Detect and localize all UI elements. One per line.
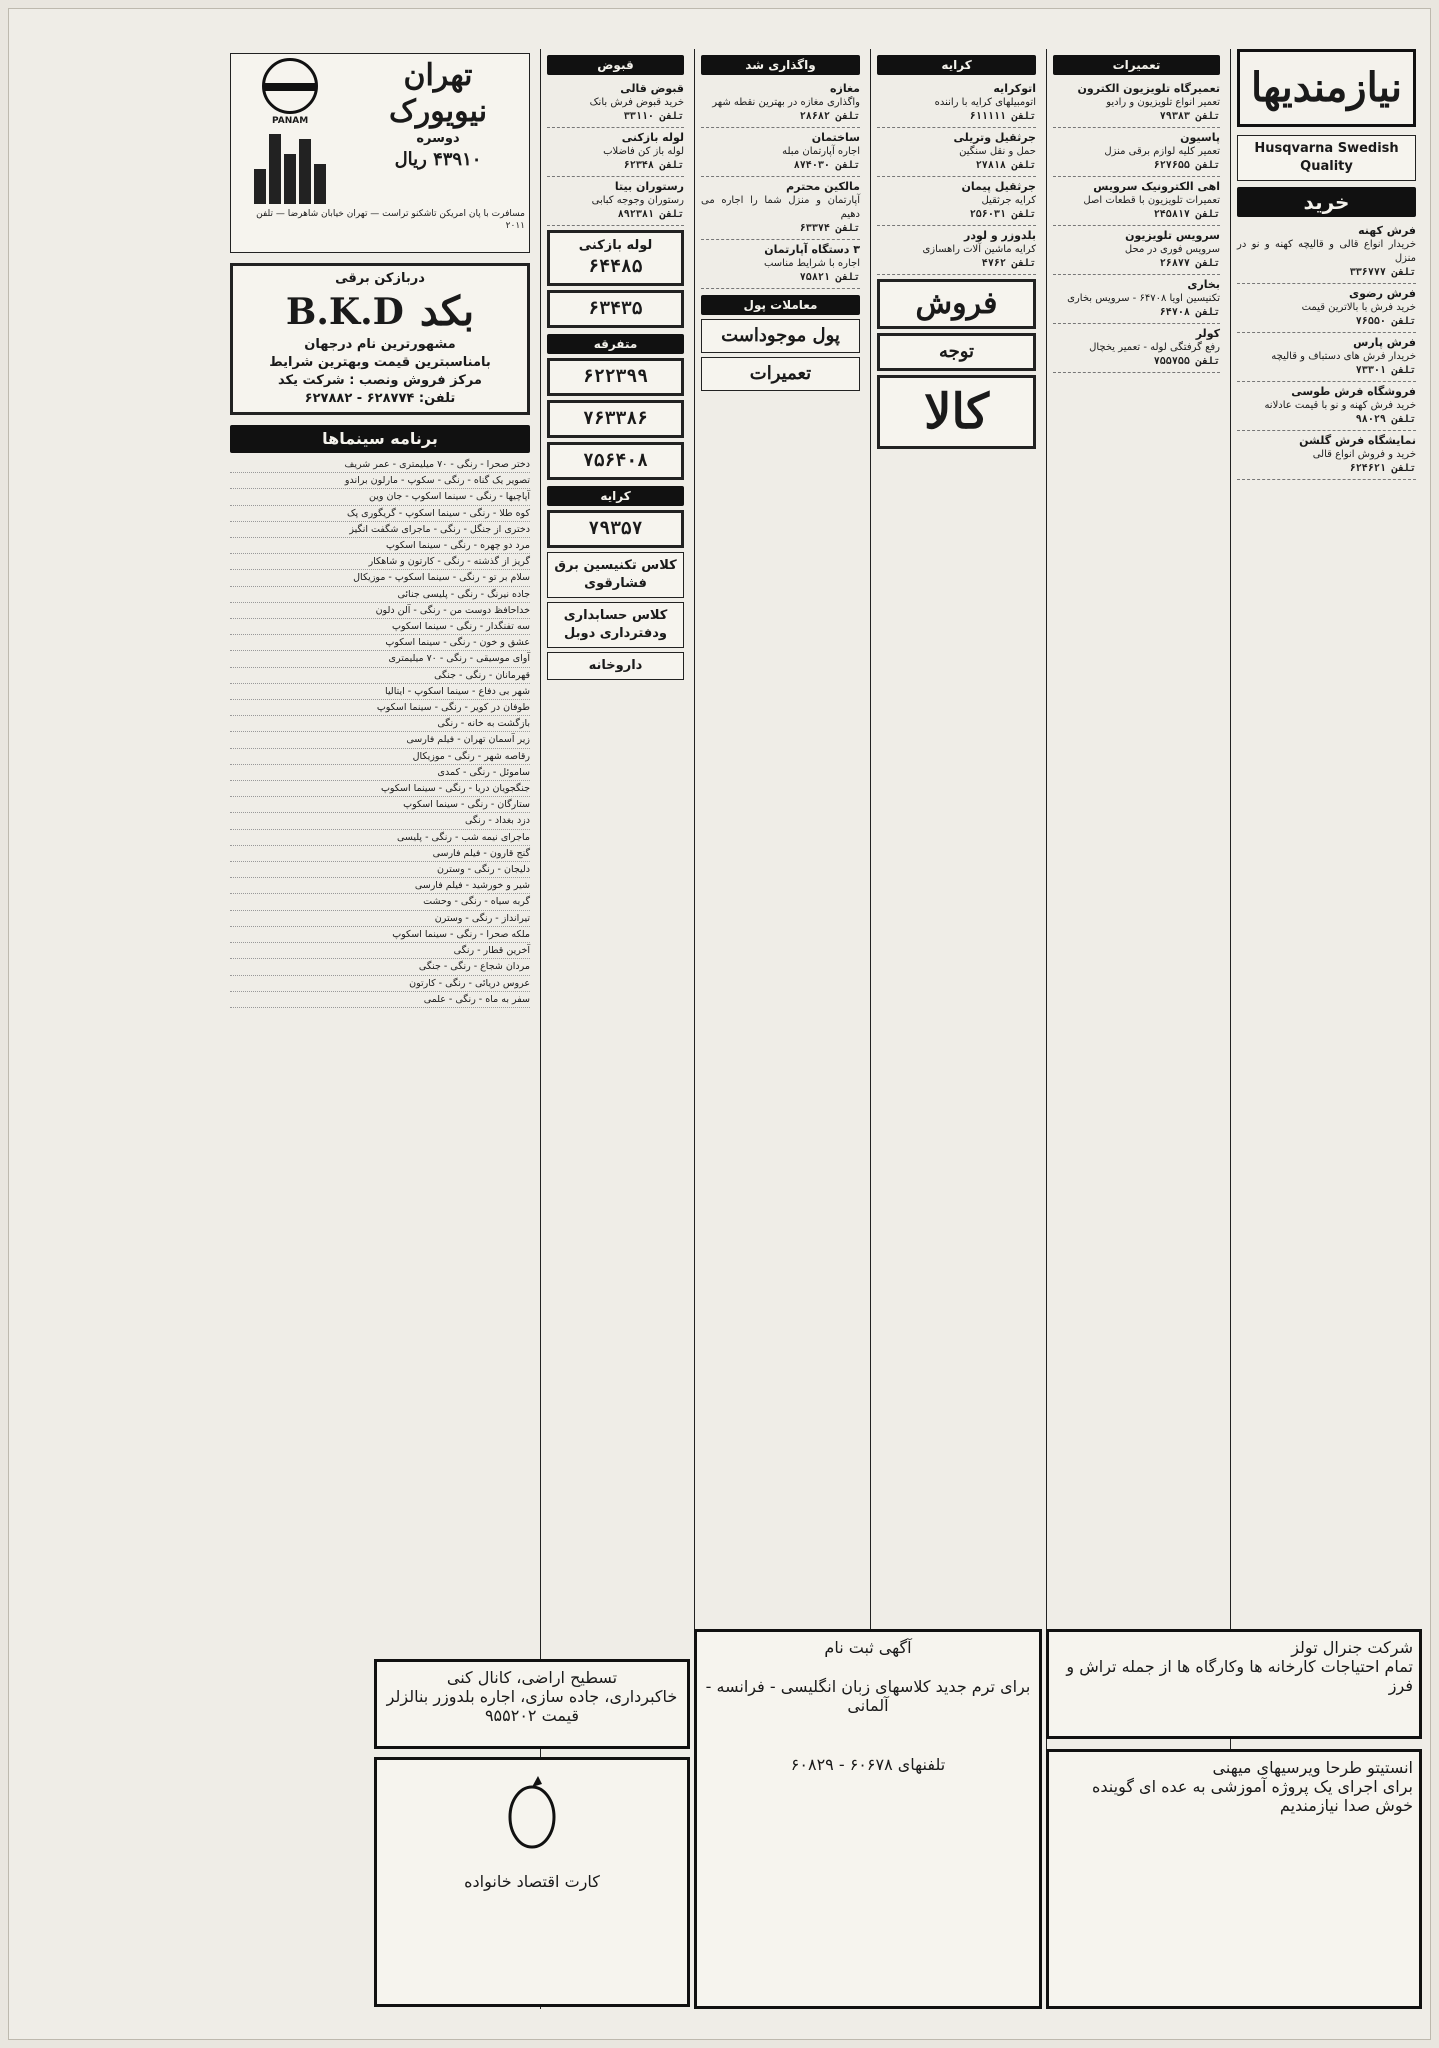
qubus-item — [547, 177, 684, 226]
kharid-item — [1237, 221, 1416, 284]
kharid-item-title: فروشگاه فرش طوسی — [1291, 385, 1416, 398]
kharid-item-title: فرش کهنه — [1358, 224, 1416, 237]
husqvarna-brand: Husqvarna Swedish Quality — [1254, 141, 1399, 174]
panam-brand: PANAM — [271, 116, 309, 126]
vagozari-item — [701, 79, 860, 128]
bottom-ad-5 — [1046, 1749, 1422, 2009]
cinema-row: رقاصه شهر - رنگی - موزیکال — [230, 749, 530, 765]
cinema-row: جاده نیرنگ - رنگی - پلیسی جنائی — [230, 587, 530, 603]
kharid-item — [1237, 284, 1416, 333]
tamirat-item — [1053, 128, 1220, 177]
karaye-item — [877, 79, 1036, 128]
karaye-item-phone: تلفن ۶۱۱۱۱۱ — [969, 111, 1036, 122]
cinema-row: سفر به ماه - رنگی - علمی — [230, 992, 530, 1008]
qubus-item — [547, 128, 684, 177]
karaye-item-text: اتومبیلهای کرایه با راننده — [934, 97, 1036, 108]
bottom-ad-1-line: خاکبرداری، جاده سازی، اجاره بلدوزر بنالزلر قیمت ۹۵۵۲۰۲ — [386, 1687, 678, 1725]
cinema-row: ملکه صحرا - رنگی - سینما اسکوپ — [230, 927, 530, 943]
kharid-item-phone: تلفن ۷۶۵۵۰ — [1355, 316, 1416, 327]
kelas-title: کلاس تکنیسین برق فشارقوی — [554, 558, 677, 591]
kharid-item-phone: تلفن ۳۳۶۷۷۷ — [1349, 267, 1416, 278]
karaye-item-text: کرایه ماشین آلات راهسازی — [922, 244, 1036, 255]
tamirat-item-text: تعمیر کلیه لوازم برقی منزل — [1104, 146, 1220, 157]
kharid-item-text: خرید فرش کهنه و نو با قیمت عادلانه — [1264, 400, 1416, 411]
karaye-list — [877, 79, 1036, 275]
bkd-phone: تلفن: ۶۲۸۷۷۴ - ۶۲۷۸۸۲ — [304, 391, 456, 406]
tamirat-item-phone: تلفن ۷۵۵۷۵۵ — [1153, 356, 1220, 367]
section-vagozari: واگذاری شد — [701, 55, 860, 75]
travel-details: مسافرت با پان امریکن تاشکنو تراست — تهران خیابان شاهرضا — تلفن ۲۰۱۱ — [256, 209, 525, 231]
bkd-line2: مشهورترین نام درجهان — [304, 337, 456, 352]
tamirat-list — [1053, 79, 1220, 373]
kala-ad — [877, 375, 1036, 449]
tamirat-item-phone: تلفن ۶۴۷۰۸ — [1159, 307, 1220, 318]
travel-line: دوسره — [416, 131, 460, 146]
bottom-ad-4 — [1046, 1629, 1422, 1739]
tamirat-item — [1053, 79, 1220, 128]
karaye-item-title: جرثقیل پیمان — [961, 180, 1036, 193]
cinema-row: جنگجویان دریا - رنگی - سینما اسکوپ — [230, 781, 530, 797]
cinema-row: دلیجان - رنگی - وسترن — [230, 862, 530, 878]
section-kharid: خرید — [1237, 187, 1416, 217]
kelas-ad — [547, 552, 684, 598]
cinema-row: دزد بغداد - رنگی — [230, 813, 530, 829]
cinema-row: شیر و خورشید - فیلم فارسی — [230, 878, 530, 894]
vagozari-item-text: اجاره با شرایط مناسب — [763, 258, 860, 269]
forush-ad — [877, 279, 1036, 329]
qubus-item-title: لوله بازکنی — [621, 131, 684, 144]
kharid-item-text: خرید فرش با بالاترین قیمت — [1301, 302, 1416, 313]
bkd-ad — [230, 263, 530, 415]
vagozari-item-phone: تلفن ۶۳۳۷۴ — [799, 223, 860, 234]
kharid-item-text: خریدار فرش های دستباف و قالیچه — [1271, 351, 1416, 362]
bottom-ad-2-title: کارت اقتصاد خانواده — [464, 1872, 600, 1891]
karaye-item-title: اتوکرایه — [993, 82, 1036, 95]
vagozari-item-title: ساختمان — [811, 131, 860, 144]
tamirat-item — [1053, 226, 1220, 275]
vagozari-list — [701, 79, 860, 289]
cinema-row: تیرانداز - رنگی - وسترن — [230, 911, 530, 927]
travel-city1: تهران — [403, 58, 473, 93]
tamirat-item-phone: تلفن ۷۹۳۸۳ — [1159, 111, 1220, 122]
bottom-ad-1-title: تسطیح اراضی، کانال کنی — [446, 1668, 618, 1687]
vagozari-item-phone: تلفن ۲۸۶۸۲ — [799, 111, 860, 122]
tavajoh-ad — [877, 333, 1036, 371]
panam-globe-icon — [262, 58, 318, 114]
cinema-row: آخرین قطار - رنگی — [230, 943, 530, 959]
cinema-row: گریز از گذشته - رنگی - کارتون و شاهکار — [230, 554, 530, 570]
qubus-item-text: رستوران وجوجه کبابی — [591, 195, 684, 206]
cinema-row: زیر آسمان تهران - فیلم فارسی — [230, 732, 530, 748]
karaye-item — [877, 226, 1036, 275]
karaye-item-phone: تلفن ۲۷۸۱۸ — [975, 160, 1036, 171]
bottom-ad-5-title: انستیتو طرحا ویرسیهای میهنی — [1212, 1758, 1413, 1777]
lule-phone-2: ۶۳۴۳۵ — [588, 298, 643, 319]
karaye-item — [877, 128, 1036, 177]
tamirat2-title: تعمیرات — [749, 363, 812, 384]
cinema-row: شهر بی دفاع - سینما اسکوپ - ایتالیا — [230, 684, 530, 700]
tamirat-item-text: تعمیرات تلویزیون با قطعات اصل — [1083, 195, 1220, 206]
cinema-row: دختر صحرا - رنگی - ۷۰ میلیمتری - عمر شریف — [230, 457, 530, 473]
vagozari-item-title: ۳ دستگاه آپارتمان — [764, 243, 860, 256]
cinema-row: بازگشت به خانه - رنگی — [230, 716, 530, 732]
tavajoh-title: توجه — [938, 341, 975, 362]
daroo-title: داروخانه — [588, 658, 643, 673]
karaye-item-phone: تلفن ۴۷۶۲ — [981, 258, 1036, 269]
section-motafarreqe: متفرقه — [547, 334, 684, 354]
tamirat-item-title: پاسیون — [1180, 131, 1220, 144]
vagozari-item — [701, 177, 860, 240]
cinema-list — [230, 457, 530, 1008]
loan-text: پول موجوداست — [721, 325, 840, 346]
cinema-row: ساموئل - رنگی - کمدی — [230, 765, 530, 781]
tamirat-item-text: تکنیسین اویا ۶۴۷۰۸ - سرویس بخاری — [1067, 293, 1220, 304]
cinema-row: دختری از جنگل - رنگی - ماجرای شگفت انگیز — [230, 522, 530, 538]
cinema-row: ماجرای نیمه شب - رنگی - پلیسی — [230, 830, 530, 846]
tamirat-item-title: اهی الکترونیک سرویس — [1093, 180, 1220, 193]
section-loan: معاملات پول — [701, 295, 860, 315]
tamirat-item-title: کولر — [1195, 327, 1220, 340]
qubus-item — [547, 79, 684, 128]
qubus-item-phone: تلفن ۳۳۱۱۰ — [623, 111, 684, 122]
karaye-item-title: جرثقیل وتریلی — [953, 131, 1036, 144]
kharid-list — [1237, 221, 1416, 480]
lule-ad-6 — [547, 510, 684, 548]
skyline-icon — [235, 134, 345, 204]
cinema-row: خداحافظ دوست من - رنگی - آلن دلون — [230, 603, 530, 619]
kharid-item-phone: تلفن ۹۸۰۲۹ — [1355, 414, 1416, 425]
bkd-line4: مرکز فروش ونصب : شرکت یکد — [278, 373, 482, 388]
tamirat-item-text: تعمیر انواع تلویزیون و رادیو — [1106, 97, 1220, 108]
cinema-row: سه تفنگدار - رنگی - سینما اسکوپ — [230, 619, 530, 635]
bottom-ad-2 — [374, 1757, 690, 2007]
section-karaye: کرایه — [877, 55, 1036, 75]
cinema-row: مردان شجاع - رنگی - جنگی — [230, 959, 530, 975]
cinema-row: عشق و خون - رنگی - سینما اسکوپ — [230, 635, 530, 651]
vagozari-item-title: مغازه — [830, 82, 860, 95]
bottom-ad-4-title: شرکت جنرال تولز — [1291, 1638, 1413, 1657]
cinema-row: تصویر یک گناه - رنگی - سکوپ - مارلون براندو — [230, 473, 530, 489]
vagozari-item-phone: تلفن ۸۷۴۰۳۰ — [793, 160, 860, 171]
husqvarna-ad — [1237, 135, 1416, 181]
tamirat-item-title: سرویس تلویزیون — [1125, 229, 1220, 242]
kharid-item-title: فرش رضوی — [1349, 287, 1416, 300]
section-tamirat: تعمیرات — [1053, 55, 1220, 75]
tamirat2-ad — [701, 357, 860, 391]
kharid-item-text: خریدار انواع قالی و قالیچه کهنه و نو در منزل — [1237, 239, 1416, 264]
travel-ad — [230, 53, 530, 253]
bkd-brand-fa: بکد — [419, 288, 475, 335]
karaye-item-title: بلدوزر و لودر — [964, 229, 1036, 242]
vagozari-item — [701, 240, 860, 289]
karaye-item-text: حمل و نقل سنگین — [959, 146, 1036, 157]
masthead-title: نیازمندیها — [1237, 49, 1416, 127]
tamirat-item-title: تعمیرگاه تلویزیون الکترون — [1077, 82, 1220, 95]
lule-ad-2 — [547, 290, 684, 328]
travel-city2: نیویورک — [388, 94, 488, 129]
tamirat-item-phone: تلفن ۲۴۵۸۱۷ — [1153, 209, 1220, 220]
cinema-row: قهرمانان - رنگی - جنگی — [230, 668, 530, 684]
bottom-ad-3-phone: تلفنهای ۶۰۶۷۸ - ۶۰۸۲۹ — [790, 1755, 946, 1774]
tamirat-item-phone: تلفن ۲۶۸۷۷ — [1159, 258, 1220, 269]
bottom-ad-3 — [694, 1629, 1042, 2009]
travel-price: ۴۳۹۱۰ ریال — [394, 149, 482, 170]
qubus-item-title: رستوران بیتا — [614, 180, 684, 193]
lule-ad-1: لوله بازکنی ۶۴۴۸۵ — [547, 230, 684, 286]
bkd-brand-en: B.K.D — [285, 291, 404, 333]
cinema-row: عروس دریائی - رنگی - کارتون — [230, 976, 530, 992]
tamirat-item-title: بخاری — [1187, 278, 1220, 291]
forush-title: فروش — [915, 286, 998, 321]
qubus-item-text: لوله باز کن فاضلاب — [603, 146, 684, 157]
kharid-item-title: فرش پارس — [1353, 336, 1416, 349]
qubus-item-text: خرید قبوض فرش بانک — [589, 97, 684, 108]
qubus-list — [547, 79, 684, 226]
cinema-row: گربه سیاه - رنگی - وحشت — [230, 894, 530, 910]
kharid-item — [1237, 333, 1416, 382]
kharid-item-title: نمایشگاه فرش گلشن — [1299, 434, 1416, 447]
tamirat-item-text: سرویس فوری در محل — [1124, 244, 1220, 255]
vagozari-item-text: آپارتمان و منزل شما را اجاره می دهیم — [701, 195, 860, 220]
bottom-ad-5-line: برای اجرای یک پروژه آموزشی به عده ای گوینده خوش صدا نیازمندیم — [1092, 1777, 1413, 1815]
tamirat-item — [1053, 324, 1220, 373]
tamirat-item-text: رفع گرفتگی لوله - تعمیر یخچال — [1089, 342, 1220, 353]
karaye-item-text: کرایه جرثقیل — [981, 195, 1036, 206]
vagozari-item-title: مالکین محترم — [786, 180, 860, 193]
qubus-item-phone: تلفن ۶۲۳۴۸ — [623, 160, 684, 171]
cinema-row: سلام بر تو - رنگی - سینما اسکوپ - موزیکال — [230, 570, 530, 586]
daroo-ad — [547, 652, 684, 680]
lule-ad-4 — [547, 400, 684, 438]
stork-icon — [492, 1772, 572, 1862]
bottom-ad-4-line: تمام احتیاجات کارخانه ها وکارگاه ها از جمله تراش و فرز — [1066, 1657, 1413, 1695]
karaye-item-phone: تلفن ۲۵۶۰۳۱ — [969, 209, 1036, 220]
kelas2-title: کلاس حسابداری ودفترداری دوبل — [563, 608, 668, 641]
kharid-item — [1237, 431, 1416, 480]
lule-ad-3 — [547, 358, 684, 396]
cinema-row: کوه طلا - رنگی - سینما اسکوپ - گریگوری پک — [230, 506, 530, 522]
cinema-row: ستارگان - رنگی - سینما اسکوپ — [230, 797, 530, 813]
tamirat-item — [1053, 275, 1220, 324]
vagozari-item-text: اجاره آپارتمان مبله — [782, 146, 860, 157]
cinema-row: گنج قارون - فیلم فارسی — [230, 846, 530, 862]
bottom-ad-3-title: آگهی ثبت نام — [824, 1638, 912, 1657]
section-qubus: قبوض — [547, 55, 684, 75]
bottom-ad-1 — [374, 1659, 690, 1749]
kharid-item-phone: تلفن ۶۲۴۶۲۱ — [1349, 463, 1416, 474]
lule-phone-4: ۷۶۳۳۸۶ — [582, 408, 649, 429]
kelas2-ad — [547, 602, 684, 648]
cinema-row: آپاچیها - رنگی - سینما اسکوپ - جان وین — [230, 489, 530, 505]
kharid-item-text: خرید و فروش انواع قالی — [1312, 449, 1416, 460]
qubus-item-title: قبوض قالی — [620, 82, 684, 95]
bkd-line3: بامناسبترین قیمت وبهترین شرایط — [269, 355, 491, 370]
qubus-item-phone: تلفن ۸۹۲۳۸۱ — [617, 209, 684, 220]
kala-brand: کالا — [924, 384, 989, 440]
lule-phone-1: ۶۴۴۸۵ — [588, 256, 643, 277]
section-karaye2: کرایه — [547, 486, 684, 506]
kharid-item — [1237, 382, 1416, 431]
tamirat-item-phone: تلفن ۶۲۷۶۵۵ — [1153, 160, 1220, 171]
karaye-item — [877, 177, 1036, 226]
cinema-row: آوای موسیقی - رنگی - ۷۰ میلیمتری — [230, 651, 530, 667]
newspaper-page — [8, 8, 1431, 2040]
lule-ad-5 — [547, 442, 684, 480]
vagozari-item — [701, 128, 860, 177]
bkd-line1: دربازکن برقی — [335, 271, 425, 286]
cinema-row: طوفان در کویر - رنگی - سینما اسکوپ — [230, 700, 530, 716]
lule-phone-6: ۷۹۳۵۷ — [588, 518, 643, 539]
vagozari-item-phone: تلفن ۷۵۸۲۱ — [799, 272, 860, 283]
loan-ad — [701, 319, 860, 353]
vagozari-item-text: واگذاری مغازه در بهترین نقطه شهر — [712, 97, 860, 108]
cinema-row: مرد دو چهره - رنگی - سینما اسکوپ — [230, 538, 530, 554]
bottom-ad-3-line: برای ترم جدید کلاسهای زبان انگلیسی - فرانسه - آلمانی — [705, 1677, 1031, 1715]
lule-phone-3: ۶۲۲۳۹۹ — [582, 366, 649, 387]
kharid-item-phone: تلفن ۷۳۳۰۱ — [1355, 365, 1416, 376]
section-cinema: برنامه سینماها — [230, 425, 530, 453]
lule-phone-5: ۷۵۶۴۰۸ — [582, 450, 649, 471]
tamirat-item — [1053, 177, 1220, 226]
